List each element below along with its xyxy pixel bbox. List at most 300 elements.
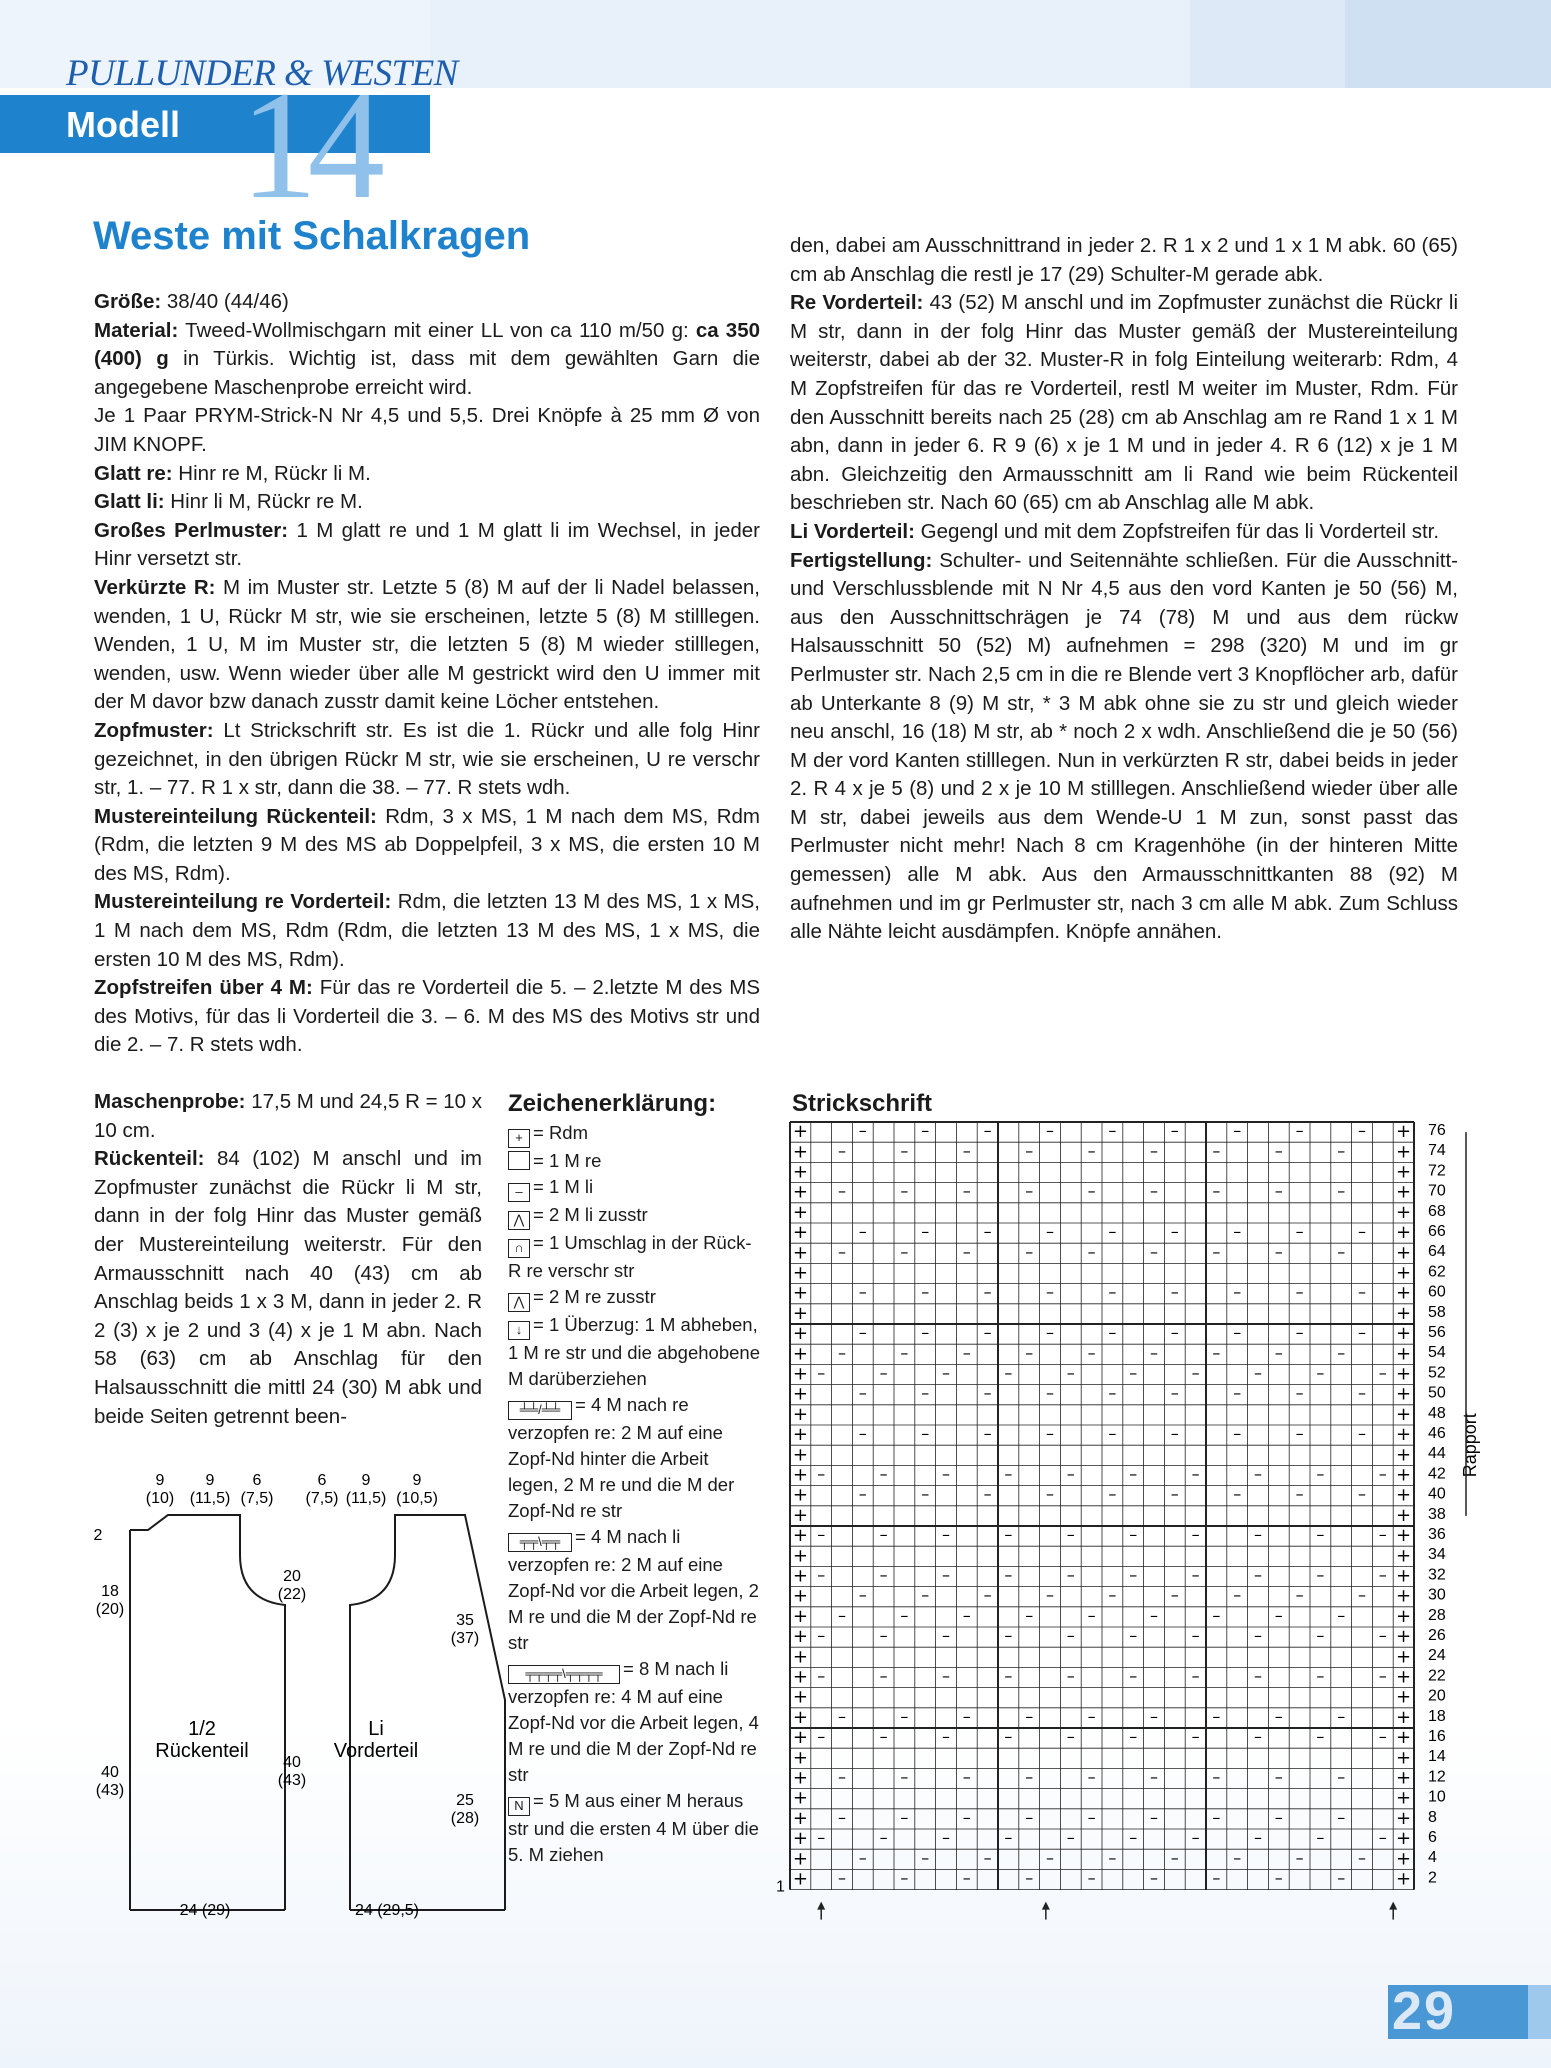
purl-symbol: – bbox=[983, 1383, 992, 1403]
purl-symbol: – bbox=[1274, 1242, 1283, 1262]
purl-symbol: – bbox=[1170, 1424, 1179, 1444]
purl-symbol: – bbox=[1066, 1828, 1075, 1848]
purl-symbol: – bbox=[1004, 1565, 1013, 1585]
purl-symbol: – bbox=[962, 1242, 971, 1262]
purl-symbol: – bbox=[1004, 1727, 1013, 1747]
row-label: 74 bbox=[1428, 1142, 1446, 1160]
purl-symbol: – bbox=[1004, 1464, 1013, 1484]
purl-symbol: – bbox=[1150, 1343, 1158, 1363]
legend-symbol-icon: – bbox=[508, 1183, 530, 1202]
purl-symbol: – bbox=[1066, 1626, 1075, 1646]
purl-symbol: – bbox=[1378, 1626, 1387, 1646]
schematic-top-measure: 9 bbox=[205, 1472, 215, 1489]
edge-stitch-symbol: + bbox=[1396, 1403, 1412, 1425]
purl-symbol: – bbox=[1254, 1727, 1262, 1747]
schematic-front-lower-measure: 25 bbox=[456, 1792, 474, 1809]
edge-stitch-symbol: + bbox=[792, 1646, 808, 1668]
row-label: 70 bbox=[1428, 1182, 1446, 1200]
purl-symbol: – bbox=[962, 1181, 971, 1201]
purl-symbol: – bbox=[1212, 1868, 1221, 1888]
paragraph: Maschenprobe: 17,5 M und 24,5 R = 10 x 10 cm. bbox=[94, 1090, 482, 1142]
row-label: 58 bbox=[1428, 1303, 1446, 1321]
purl-symbol: – bbox=[1004, 1626, 1013, 1646]
paragraph-heading: Mustereinteilung re Vorderteil: bbox=[94, 890, 392, 914]
purl-symbol: – bbox=[1150, 1807, 1158, 1827]
edge-stitch-symbol: + bbox=[1396, 1484, 1412, 1506]
legend-symbol-icon: + bbox=[508, 1129, 530, 1148]
model-bar bbox=[0, 95, 40, 153]
edge-stitch-symbol: + bbox=[792, 1626, 808, 1648]
edge-stitch-symbol: + bbox=[1396, 1343, 1412, 1365]
purl-symbol: – bbox=[858, 1585, 867, 1605]
purl-symbol: – bbox=[858, 1484, 867, 1504]
edge-stitch-symbol: + bbox=[1396, 1383, 1412, 1405]
paragraph: Großes Perlmuster: 1 M glatt re und 1 M glatt li im Wechsel, in jeder Hinr versetzt str. bbox=[94, 518, 760, 571]
schematic-neck-measure: 20 bbox=[283, 1568, 301, 1585]
schematic-front-label: Li bbox=[368, 1718, 384, 1740]
purl-symbol: – bbox=[921, 1848, 930, 1868]
edge-stitch-symbol: + bbox=[792, 1686, 808, 1708]
schematic-top-measure: (11,5) bbox=[189, 1490, 231, 1507]
purl-symbol: – bbox=[983, 1222, 992, 1242]
edge-stitch-symbol: + bbox=[1396, 1706, 1412, 1728]
purl-symbol: – bbox=[1358, 1484, 1366, 1504]
purl-symbol: – bbox=[1212, 1706, 1221, 1726]
purl-symbol: – bbox=[1212, 1767, 1221, 1787]
row-label: 48 bbox=[1428, 1404, 1446, 1422]
purl-symbol: – bbox=[900, 1706, 909, 1726]
purl-symbol: – bbox=[879, 1525, 888, 1545]
edge-stitch-symbol: + bbox=[1396, 1282, 1412, 1304]
paragraph-heading: Fertigstellung: bbox=[790, 548, 933, 572]
edge-stitch-symbol: + bbox=[1396, 1323, 1412, 1345]
edge-stitch-symbol: + bbox=[792, 1201, 808, 1223]
purl-symbol: – bbox=[1170, 1383, 1179, 1403]
purl-symbol: – bbox=[1295, 1323, 1304, 1343]
purl-symbol: – bbox=[1129, 1666, 1138, 1686]
edge-stitch-symbol: + bbox=[1396, 1444, 1412, 1466]
edge-stitch-symbol: + bbox=[1396, 1363, 1412, 1385]
purl-symbol: – bbox=[921, 1424, 930, 1444]
purl-symbol: – bbox=[962, 1141, 971, 1161]
purl-symbol: – bbox=[1046, 1323, 1054, 1343]
purl-symbol: – bbox=[1108, 1282, 1117, 1302]
purl-symbol: – bbox=[1212, 1141, 1221, 1161]
purl-symbol: – bbox=[1150, 1706, 1158, 1726]
purl-symbol: – bbox=[900, 1343, 909, 1363]
purl-symbol: – bbox=[817, 1727, 826, 1747]
edge-stitch-symbol: + bbox=[792, 1343, 808, 1365]
paragraph: Zopfmuster: Lt Strickschrift str. Es ist die 1. Rückr und alle folg Hinr gezeichnet, in den übrigen Rückr M str, wie sie erscheinen, U re verschr str, 1. – 77. R 1 x str, dann die 38. – 77. R stets wdh. bbox=[94, 718, 760, 800]
page-number: 29 bbox=[1392, 1981, 1457, 2041]
schematic-diagram bbox=[60, 1470, 500, 1930]
purl-symbol: – bbox=[838, 1181, 846, 1201]
row-label: 38 bbox=[1428, 1505, 1446, 1523]
purl-symbol: – bbox=[1295, 1424, 1304, 1444]
paragraph: Mustereinteilung re Vorderteil: Rdm, die letzten 13 M des MS, 1 x MS, 1 M nach dem MS, Rdm (Rdm, die letzten 13 M des MS, 1 x MS, die ersten 10 M des MS, Rdm). bbox=[94, 890, 760, 971]
page-title: Weste mit Schalkragen bbox=[93, 214, 531, 258]
edge-stitch-symbol: + bbox=[792, 1141, 808, 1163]
purl-symbol: – bbox=[1233, 1484, 1242, 1504]
chart-title: Strickschrift bbox=[792, 1090, 933, 1117]
purl-symbol: – bbox=[1046, 1424, 1054, 1444]
purl-symbol: – bbox=[1378, 1565, 1387, 1585]
purl-symbol: – bbox=[1191, 1525, 1200, 1545]
row-label: 46 bbox=[1428, 1425, 1446, 1442]
back-outline bbox=[130, 1515, 285, 1910]
legend-text: = 5 M aus einer M heraus str und die ersten 4 M über die 5. M ziehen bbox=[508, 1790, 759, 1865]
purl-symbol: – bbox=[942, 1626, 950, 1646]
schematic-front-width: 24 (29,5) bbox=[354, 1902, 420, 1919]
purl-symbol: – bbox=[900, 1605, 909, 1625]
edge-stitch-symbol: + bbox=[1396, 1848, 1412, 1870]
legend-symbol-icon bbox=[508, 1151, 530, 1170]
row-label: 56 bbox=[1428, 1324, 1446, 1341]
purl-symbol: – bbox=[1233, 1222, 1242, 1242]
purl-symbol: – bbox=[962, 1868, 971, 1888]
legend-item bbox=[508, 1120, 763, 1148]
row-label: 50 bbox=[1428, 1384, 1446, 1402]
edge-stitch-symbol: + bbox=[792, 1383, 808, 1405]
row-label: 1 bbox=[776, 1878, 785, 1896]
edge-stitch-symbol: + bbox=[792, 1424, 808, 1446]
purl-symbol: – bbox=[1087, 1767, 1096, 1787]
purl-symbol: – bbox=[1191, 1363, 1200, 1383]
schematic-back-measure: 40 bbox=[101, 1764, 119, 1781]
purl-symbol: – bbox=[921, 1585, 930, 1605]
purl-symbol: – bbox=[1004, 1828, 1013, 1848]
purl-symbol: – bbox=[900, 1181, 909, 1201]
purl-symbol: – bbox=[879, 1666, 888, 1686]
edge-stitch-symbol: + bbox=[792, 1828, 808, 1850]
schematic-armhole-measure: 18 bbox=[101, 1583, 119, 1600]
edge-stitch-symbol: + bbox=[792, 1787, 808, 1809]
purl-symbol: – bbox=[1378, 1727, 1387, 1747]
purl-symbol: – bbox=[942, 1464, 950, 1484]
purl-symbol: – bbox=[1150, 1181, 1158, 1201]
page-number-box bbox=[1528, 1985, 1551, 2039]
edge-stitch-symbol: + bbox=[792, 1282, 808, 1304]
paragraph: Größe: 38/40 (44/46) bbox=[94, 290, 289, 313]
purl-symbol: – bbox=[817, 1464, 826, 1484]
legend-symbol-icon: ╤╤\╤╤ bbox=[508, 1533, 572, 1552]
row-label: 20 bbox=[1428, 1687, 1446, 1705]
row-label: 54 bbox=[1428, 1344, 1446, 1362]
model-label: Modell bbox=[66, 104, 180, 145]
schematic-front-measure: (43) bbox=[277, 1772, 307, 1789]
purl-symbol: – bbox=[838, 1605, 846, 1625]
schematic-front-label: Vorderteil bbox=[333, 1740, 419, 1762]
purl-symbol: – bbox=[838, 1807, 846, 1827]
purl-symbol: – bbox=[1046, 1848, 1054, 1868]
purl-symbol: – bbox=[1233, 1585, 1242, 1605]
row-label: 64 bbox=[1428, 1243, 1446, 1261]
legend-item bbox=[508, 1312, 763, 1392]
edge-stitch-symbol: + bbox=[792, 1363, 808, 1385]
legend-text: = 8 M nach li verzopfen re: 4 M auf eine Zopf-Nd vor die Arbeit legen, 4 M re und die M der Zopf-Nd re str bbox=[508, 1658, 759, 1785]
purl-symbol: – bbox=[1316, 1464, 1325, 1484]
purl-symbol: – bbox=[1337, 1807, 1346, 1827]
purl-symbol: – bbox=[1087, 1868, 1096, 1888]
purl-symbol: – bbox=[1358, 1848, 1366, 1868]
schematic-top-measure: (7,5) bbox=[240, 1490, 274, 1507]
row-label: 26 bbox=[1428, 1627, 1446, 1644]
legend-symbol-icon: N bbox=[508, 1797, 530, 1816]
schematic-front-neck-measure: (37) bbox=[450, 1630, 480, 1647]
purl-symbol: – bbox=[1129, 1727, 1138, 1747]
edge-stitch-symbol: + bbox=[792, 1605, 808, 1627]
row-label: 2 bbox=[1428, 1869, 1437, 1887]
purl-symbol: – bbox=[1025, 1868, 1034, 1888]
paragraph-heading: Li Vorderteil: bbox=[790, 519, 915, 543]
purl-symbol: – bbox=[1046, 1222, 1054, 1242]
purl-symbol: – bbox=[1316, 1727, 1325, 1747]
text-column-left-lower bbox=[94, 1088, 482, 1431]
purl-symbol: – bbox=[1212, 1181, 1221, 1201]
paragraph-heading: Zopfstreifen über 4 M: bbox=[94, 976, 313, 1000]
purl-symbol: – bbox=[879, 1727, 888, 1747]
schematic-front-lower-measure: (28) bbox=[450, 1810, 480, 1827]
purl-symbol: – bbox=[1274, 1767, 1283, 1787]
purl-symbol: – bbox=[1025, 1706, 1034, 1726]
purl-symbol: – bbox=[1337, 1706, 1346, 1726]
purl-symbol: – bbox=[1129, 1464, 1138, 1484]
purl-symbol: – bbox=[1087, 1706, 1096, 1726]
purl-symbol: – bbox=[1129, 1828, 1138, 1848]
purl-symbol: – bbox=[1295, 1383, 1304, 1403]
purl-symbol: – bbox=[1316, 1525, 1325, 1545]
paragraph: Glatt re: Hinr re M, Rückr li M. bbox=[94, 461, 371, 485]
edge-stitch-symbol: + bbox=[792, 1262, 808, 1284]
header-block bbox=[1190, 0, 1345, 88]
edge-stitch-symbol: + bbox=[1396, 1828, 1412, 1850]
edge-stitch-symbol: + bbox=[1396, 1504, 1412, 1526]
purl-symbol: – bbox=[838, 1868, 846, 1888]
edge-stitch-symbol: + bbox=[792, 1121, 808, 1143]
row-label: 42 bbox=[1428, 1465, 1446, 1483]
purl-symbol: – bbox=[1046, 1585, 1054, 1605]
edge-stitch-symbol: + bbox=[1396, 1222, 1412, 1244]
edge-stitch-symbol: + bbox=[792, 1706, 808, 1728]
edge-stitch-symbol: + bbox=[792, 1747, 808, 1769]
edge-stitch-symbol: + bbox=[792, 1403, 808, 1425]
purl-symbol: – bbox=[817, 1525, 826, 1545]
purl-symbol: – bbox=[1170, 1282, 1179, 1302]
edge-stitch-symbol: + bbox=[1396, 1605, 1412, 1627]
purl-symbol: – bbox=[1274, 1807, 1283, 1827]
schematic-shoulder-measure: 2 bbox=[93, 1527, 103, 1544]
paragraph: Mustereinteilung Rückenteil: Rdm, 3 x MS, 1 M nach dem MS, Rdm (Rdm, die letzten 9 M des MS ab Doppelpfeil, 3 x MS, die ersten 10 M des MS, Rdm). bbox=[94, 804, 760, 885]
paragraph-heading: Großes Perlmuster: bbox=[94, 518, 289, 542]
purl-symbol: – bbox=[1274, 1605, 1283, 1625]
paragraph-heading: Re Vorderteil: bbox=[790, 291, 924, 315]
purl-symbol: – bbox=[817, 1666, 826, 1686]
purl-symbol: – bbox=[1108, 1121, 1117, 1141]
row-label: 44 bbox=[1428, 1445, 1446, 1463]
purl-symbol: – bbox=[1108, 1848, 1117, 1868]
edge-stitch-symbol: + bbox=[792, 1323, 808, 1345]
purl-symbol: – bbox=[921, 1121, 930, 1141]
row-label: 14 bbox=[1428, 1748, 1446, 1766]
purl-symbol: – bbox=[858, 1121, 867, 1141]
purl-symbol: – bbox=[962, 1807, 971, 1827]
purl-symbol: – bbox=[817, 1363, 826, 1383]
purl-symbol: – bbox=[1337, 1868, 1346, 1888]
edge-stitch-symbol: + bbox=[1396, 1666, 1412, 1688]
purl-symbol: – bbox=[1295, 1585, 1304, 1605]
purl-symbol: – bbox=[1170, 1585, 1179, 1605]
schematic-top-measure: 9 bbox=[412, 1472, 422, 1489]
legend-text: = 4 M nach li verzopfen re: 2 M auf eine Zopf-Nd vor die Arbeit legen, 2 M re und die M der Zopf-Nd re str bbox=[508, 1526, 759, 1653]
purl-symbol: – bbox=[900, 1868, 909, 1888]
purl-symbol: – bbox=[942, 1666, 950, 1686]
row-label: 8 bbox=[1428, 1808, 1437, 1826]
purl-symbol: – bbox=[1212, 1343, 1221, 1363]
schematic-top-measure: (10) bbox=[145, 1490, 175, 1507]
purl-symbol: – bbox=[1066, 1363, 1075, 1383]
purl-symbol: – bbox=[1337, 1141, 1346, 1161]
edge-stitch-symbol: + bbox=[1396, 1262, 1412, 1284]
edge-stitch-symbol: + bbox=[1396, 1585, 1412, 1607]
paragraph-heading: Glatt re: bbox=[94, 461, 173, 485]
purl-symbol: – bbox=[1254, 1626, 1262, 1646]
edge-stitch-symbol: + bbox=[1396, 1545, 1412, 1567]
purl-symbol: – bbox=[1358, 1121, 1366, 1141]
legend-text: = 1 M li bbox=[533, 1176, 594, 1197]
purl-symbol: – bbox=[900, 1141, 909, 1161]
purl-symbol: – bbox=[1087, 1242, 1096, 1262]
purl-symbol: – bbox=[1108, 1424, 1117, 1444]
edge-stitch-symbol: + bbox=[1396, 1868, 1412, 1890]
purl-symbol: – bbox=[1170, 1484, 1179, 1504]
purl-symbol: – bbox=[838, 1767, 846, 1787]
paragraph-heading: Zopfmuster: bbox=[94, 718, 214, 742]
edge-stitch-symbol: + bbox=[792, 1302, 808, 1324]
paragraph-heading: Material: bbox=[94, 318, 179, 342]
purl-symbol: – bbox=[1046, 1282, 1054, 1302]
legend-text: = 4 M nach re verzopfen re: 2 M auf eine Zopf-Nd hinter die Arbeit legen, 2 M re und die M der Zopf-Nd re str bbox=[508, 1394, 735, 1521]
purl-symbol: – bbox=[983, 1848, 992, 1868]
purl-symbol: – bbox=[817, 1565, 826, 1585]
purl-symbol: – bbox=[1254, 1525, 1262, 1545]
paragraph: den, dabei am Ausschnittrand in jeder 2. R 1 x 2 und 1 x 1 M abk. 60 (65) cm ab Anschlag die restl je 17 (29) Schulter-M gerade abk. bbox=[790, 234, 1458, 286]
legend-text: = 1 Umschlag in der Rück-R re verschr str bbox=[508, 1232, 752, 1281]
purl-symbol: – bbox=[1358, 1424, 1366, 1444]
row-label: 24 bbox=[1428, 1647, 1446, 1665]
row-label: 76 bbox=[1428, 1122, 1446, 1139]
purl-symbol: – bbox=[1212, 1242, 1221, 1262]
legend-text: = 1 Überzug: 1 M abheben, 1 M re str und die abgehobene M darüberziehen bbox=[508, 1314, 760, 1389]
purl-symbol: – bbox=[1170, 1222, 1179, 1242]
edge-stitch-symbol: + bbox=[1396, 1201, 1412, 1223]
purl-symbol: – bbox=[1087, 1181, 1096, 1201]
edge-stitch-symbol: + bbox=[1396, 1141, 1412, 1163]
purl-symbol: – bbox=[1087, 1343, 1096, 1363]
paragraph-heading: Größe: bbox=[94, 290, 162, 313]
purl-symbol: – bbox=[1233, 1848, 1242, 1868]
purl-symbol: – bbox=[1046, 1484, 1054, 1504]
edge-stitch-symbol: + bbox=[792, 1181, 808, 1203]
row-label: 36 bbox=[1428, 1526, 1446, 1543]
purl-symbol: – bbox=[1274, 1706, 1283, 1726]
purl-symbol: – bbox=[817, 1828, 826, 1848]
legend-symbol-icon: ⋀ bbox=[508, 1293, 530, 1312]
edge-stitch-symbol: + bbox=[1396, 1242, 1412, 1264]
legend-item bbox=[508, 1392, 763, 1524]
purl-symbol: – bbox=[1108, 1383, 1117, 1403]
purl-symbol: – bbox=[1254, 1666, 1262, 1686]
purl-symbol: – bbox=[1087, 1807, 1096, 1827]
edge-stitch-symbol: + bbox=[1396, 1302, 1412, 1324]
purl-symbol: – bbox=[1129, 1525, 1138, 1545]
purl-symbol: – bbox=[1295, 1282, 1304, 1302]
purl-symbol: – bbox=[1233, 1424, 1242, 1444]
schematic-back-label: Rückenteil bbox=[155, 1740, 249, 1762]
edge-stitch-symbol: + bbox=[1396, 1121, 1412, 1143]
row-label: 4 bbox=[1428, 1849, 1437, 1867]
purl-symbol: – bbox=[1316, 1626, 1325, 1646]
purl-symbol: – bbox=[1025, 1181, 1034, 1201]
purl-symbol: – bbox=[1358, 1585, 1366, 1605]
purl-symbol: – bbox=[1274, 1141, 1283, 1161]
purl-symbol: – bbox=[1066, 1464, 1075, 1484]
arrow-icon bbox=[1389, 1902, 1397, 1910]
edge-stitch-symbol: + bbox=[792, 1545, 808, 1567]
purl-symbol: – bbox=[983, 1121, 992, 1141]
purl-symbol: – bbox=[1025, 1767, 1034, 1787]
purl-symbol: – bbox=[1087, 1605, 1096, 1625]
schematic-back-measure: (43) bbox=[95, 1782, 125, 1799]
purl-symbol: – bbox=[1087, 1141, 1096, 1161]
legend-item bbox=[508, 1174, 763, 1202]
purl-symbol: – bbox=[1358, 1323, 1366, 1343]
model-number: 14 bbox=[240, 59, 375, 231]
schematic-top-measure: 6 bbox=[317, 1472, 327, 1489]
edge-stitch-symbol: + bbox=[792, 1565, 808, 1587]
purl-symbol: – bbox=[1254, 1828, 1262, 1848]
purl-symbol: – bbox=[879, 1626, 888, 1646]
purl-symbol: – bbox=[942, 1363, 950, 1383]
row-label: 60 bbox=[1428, 1283, 1446, 1301]
purl-symbol: – bbox=[1378, 1666, 1387, 1686]
row-label: 22 bbox=[1428, 1667, 1446, 1685]
paragraph: Glatt li: Hinr li M, Rückr re M. bbox=[94, 490, 363, 514]
purl-symbol: – bbox=[858, 1424, 867, 1444]
paragraph-heading: Mustereinteilung Rückenteil: bbox=[94, 804, 377, 828]
purl-symbol: – bbox=[962, 1767, 971, 1787]
purl-symbol: – bbox=[1025, 1141, 1034, 1161]
purl-symbol: – bbox=[962, 1343, 971, 1363]
edge-stitch-symbol: + bbox=[792, 1666, 808, 1688]
purl-symbol: – bbox=[1191, 1828, 1200, 1848]
text-column-right bbox=[790, 232, 1458, 947]
legend-symbol-icon: ╧╧/╧╧ bbox=[508, 1401, 572, 1420]
edge-stitch-symbol: + bbox=[1396, 1626, 1412, 1648]
schematic-top-measure: 9 bbox=[155, 1472, 165, 1489]
legend-title: Zeichenerklärung: bbox=[508, 1090, 717, 1117]
row-label: 16 bbox=[1428, 1728, 1446, 1745]
purl-symbol: – bbox=[879, 1828, 888, 1848]
row-label: 66 bbox=[1428, 1223, 1446, 1240]
purl-symbol: – bbox=[1274, 1343, 1283, 1363]
purl-symbol: – bbox=[983, 1282, 992, 1302]
purl-symbol: – bbox=[962, 1706, 971, 1726]
purl-symbol: – bbox=[942, 1828, 950, 1848]
purl-symbol: – bbox=[858, 1383, 867, 1403]
purl-symbol: – bbox=[1233, 1121, 1242, 1141]
purl-symbol: – bbox=[1274, 1181, 1283, 1201]
edge-stitch-symbol: + bbox=[792, 1767, 808, 1789]
